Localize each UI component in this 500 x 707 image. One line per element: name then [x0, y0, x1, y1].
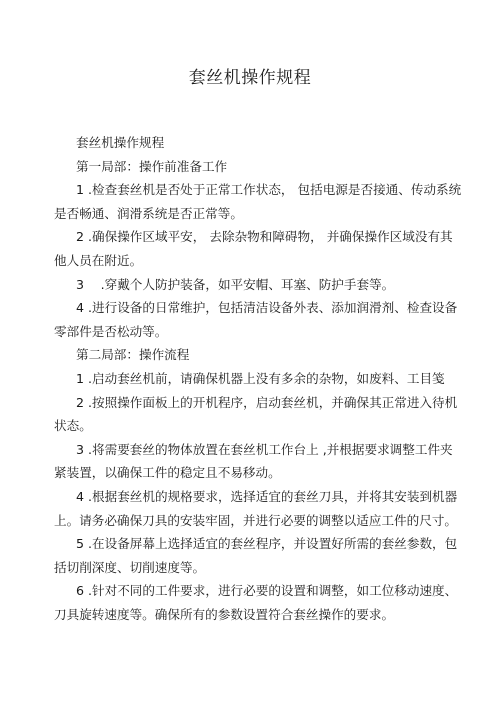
document-body: [54, 131, 464, 626]
procedure-step-3: 3 .将需要套丝的物体放置在套丝机工作台上 ,并根据要求调整工件夹紧装置，以确保工件的稳定且不易移动。: [54, 441, 453, 481]
procedure-step-5: 5 .在设备屏幕上选择适宜的套丝程序，并设置好所需的套丝参数，包括切削深度、切削速度等。: [54, 536, 458, 575]
procedure-step-4: 4 .根据套丝机的规格要求，选择适宜的套丝刀具，并将其安装到机器上。请务必确保刀具的安装牢固，并进行必要的调整以适应工件的尺寸。: [54, 488, 458, 528]
preparation-step-1: 1 .检查套丝机是否处于正常工作状态， 包括电源是否接通、传动系统是否畅通、润滑系统是否正常等。: [54, 182, 462, 221]
preparation-step-2: 2 .确保操作区域平安， 去除杂物和障碍物， 并确保操作区域没有其他人员在附近。: [54, 229, 453, 268]
section-heading-preparation: 第一局部：操作前准备工作: [76, 158, 228, 174]
procedure-step-2: 2 .按照操作面板上的开机程序，启动套丝机，并确保其正常进入待机状态。: [54, 394, 458, 434]
preparation-step-3: 3 .穿戴个人防护装备，如平安帽、耳塞、防护手套等。: [76, 276, 395, 292]
procedure-step-1: 1 .启动套丝机前，请确保机器上没有多余的杂物，如废料、工目笺: [76, 370, 445, 386]
doc-heading-paragraph: 套丝机操作规程: [76, 135, 165, 150]
procedure-step-6: 6 .针对不同的工件要求，进行必要的设置和调整，如工位移动速度、刀具旋转速度等。确保所有的参数设置符合套丝操作的要求。: [54, 583, 458, 622]
document-title: 套丝机操作规程: [188, 68, 312, 88]
preparation-step-4: 4 .进行设备的日常维护，包括清洁设备外表、添加润滑剂、检查设备零部件是否松动等。: [54, 300, 458, 339]
section-heading-procedure: 第二局部：操作流程: [76, 347, 190, 363]
